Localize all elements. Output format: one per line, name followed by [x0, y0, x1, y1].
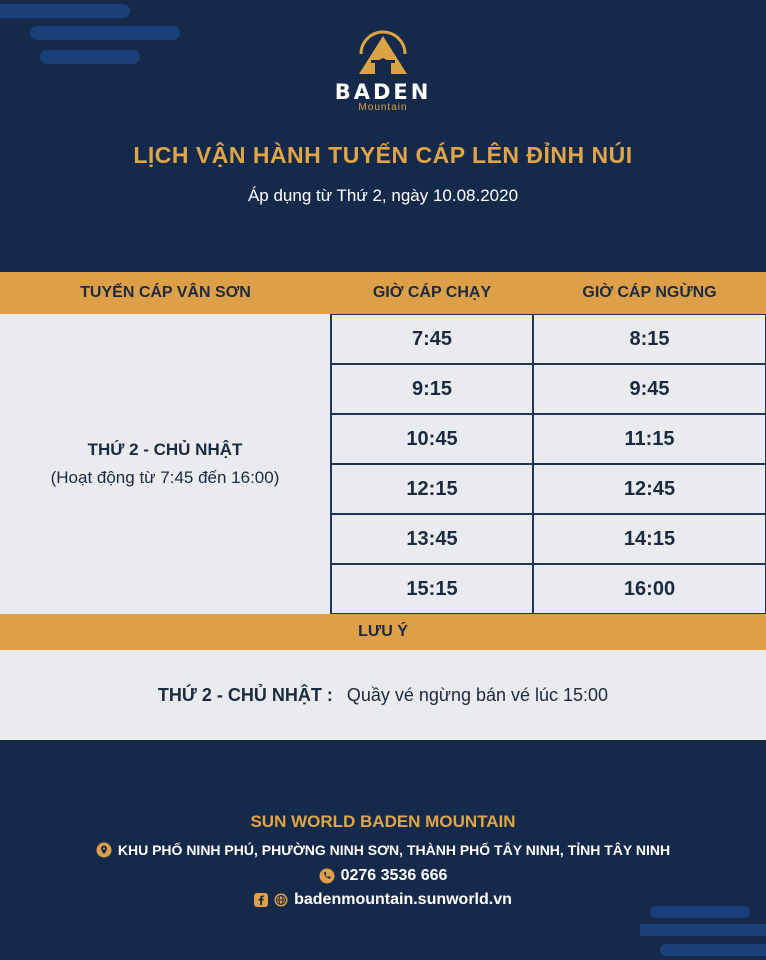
start-time-cell: 13:45	[331, 514, 533, 564]
phone-icon	[319, 868, 335, 884]
stop-time-cell: 12:45	[533, 464, 766, 514]
note-heading: LƯU Ý	[0, 614, 766, 650]
footer-website-text[interactable]: badenmountain.sunworld.vn	[294, 891, 512, 908]
brand-tagline: Mountain	[358, 102, 408, 113]
brand-logo	[0, 28, 766, 113]
column-header-stop-time: GIỜ CÁP NGỪNG	[533, 272, 766, 314]
note-label: THỨ 2 - CHỦ NHẬT :	[157, 684, 333, 705]
start-time-cell: 12:15	[331, 464, 533, 514]
footer-address-text: KHU PHỐ NINH PHÚ, PHƯỜNG NINH SƠN, THÀNH PHỐ TÂY NINH, TỈNH TÂY NINH	[117, 842, 671, 858]
footer-company: SUN WORLD BADEN MOUNTAIN	[250, 812, 516, 831]
footer	[0, 812, 766, 909]
stop-time-cell: 9:45	[533, 364, 766, 414]
start-time-cell: 7:45	[331, 314, 533, 364]
globe-icon	[274, 893, 288, 907]
brand-name: BADEN	[334, 80, 432, 104]
start-time-cell: 9:15	[331, 364, 533, 414]
page-subtitle: Áp dụng từ Thứ 2, ngày 10.08.2020	[247, 186, 519, 205]
stop-time-cell: 16:00	[533, 564, 766, 614]
mountain-logo-icon	[353, 28, 413, 78]
start-time-cell: 15:15	[331, 564, 533, 614]
stop-time-cell: 14:15	[533, 514, 766, 564]
footer-phone-text[interactable]: 0276 3536 666	[340, 867, 448, 884]
route-days: THỨ 2 - CHỦ NHẬT	[87, 440, 243, 459]
start-time-cell: 10:45	[331, 414, 533, 464]
footer-address	[0, 842, 766, 858]
column-header-route: TUYẾN CÁP VÂN SƠN	[0, 272, 331, 314]
page-title: LỊCH VẬN HÀNH TUYẾN CÁP LÊN ĐỈNH NÚI	[133, 142, 633, 168]
note-text: Quầy vé ngừng bán vé lúc 15:00	[346, 684, 609, 705]
column-header-start-time: GIỜ CÁP CHẠY	[331, 272, 533, 314]
footer-website	[0, 891, 766, 909]
stop-time-cell: 11:15	[533, 414, 766, 464]
route-hours: (Hoạt động từ 7:45 đến 16:00)	[50, 468, 280, 487]
stop-time-cell: 8:15	[533, 314, 766, 364]
footer-phone	[0, 867, 766, 885]
facebook-icon	[254, 893, 268, 907]
schedule-table	[0, 272, 766, 740]
note-body	[0, 650, 766, 740]
location-pin-icon	[96, 842, 112, 858]
route-cell	[0, 314, 331, 614]
wave-decoration-bottom-right	[640, 900, 766, 960]
